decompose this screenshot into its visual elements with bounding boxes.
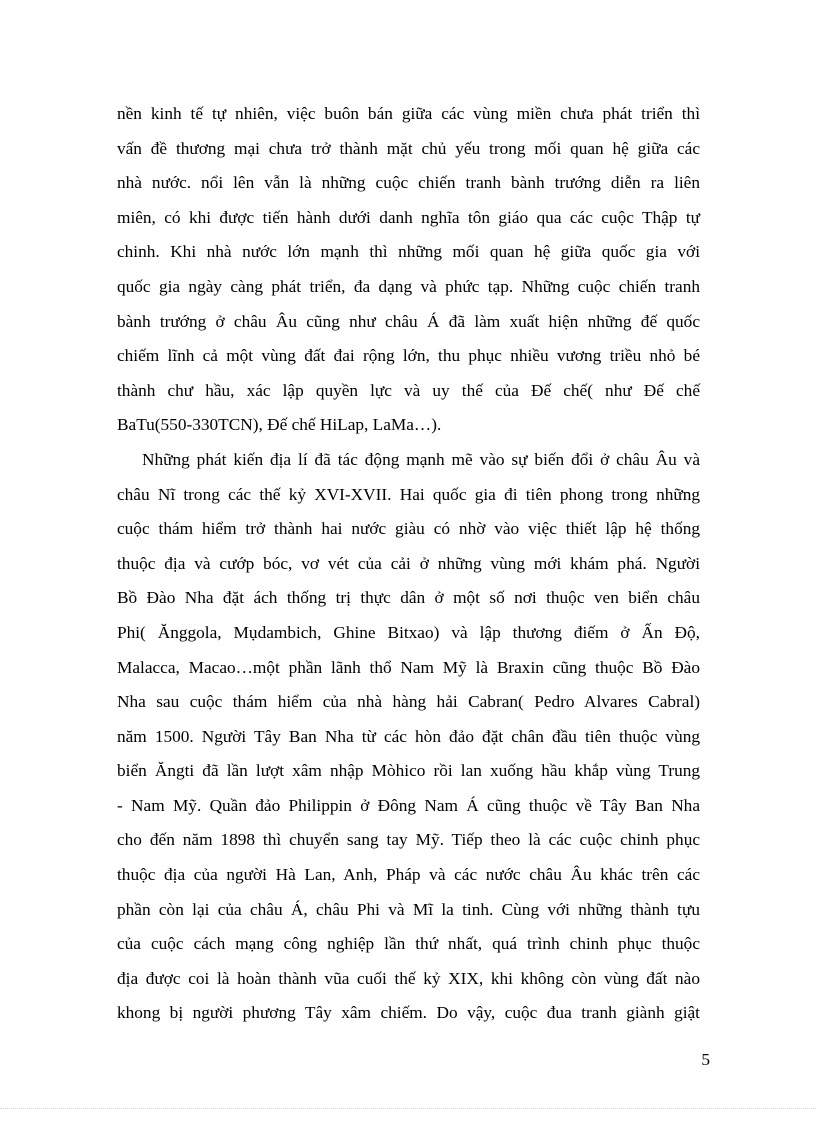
text-line: cuộc thám hiểm trở thành hai nước giàu có nhờ vào việc thiết lập hệ thống — [117, 519, 700, 539]
text-line: Bồ Đào Nha đặt ách thống trị thực dân ở một số nơi thuộc ven biển châu — [117, 588, 700, 608]
page-number: 5 — [701, 1050, 710, 1069]
text-line: thuộc địa của người Hà Lan, Anh, Pháp và các nước châu Âu khác trên các — [117, 865, 700, 885]
page-bottom-divider — [0, 1108, 816, 1109]
text-line: Phi( Ănggola, Mụdambich, Ghine Bitxao) và lập thương điếm ở Ấn Độ, — [117, 622, 700, 642]
text-line: Nha sau cuộc thám hiểm của nhà hàng hải Cabran( Pedro Alvares Cabral) — [117, 692, 700, 712]
text-line: - Nam Mỹ. Quần đảo Philippin ở Đông Nam Á cũng thuộc về Tây Ban Nha — [117, 795, 700, 815]
text-line: nhà nước. nổi lên vẫn là những cuộc chiến tranh bành trướng diễn ra liên — [117, 173, 700, 193]
text-line: thành chư hầu, xác lập quyền lực và uy thế của Đế chế( như Đế chế — [117, 380, 700, 400]
text-line: bành trướng ở châu Âu cũng như châu Á đã làm xuất hiện những đế quốc — [117, 311, 700, 331]
body-text — [117, 97, 700, 1031]
text-line: châu Nĩ trong các thế kỷ XVI-XVII. Hai quốc gia đi tiên phong trong những — [117, 484, 700, 504]
text-line: miên, có khi được tiến hành dưới danh nghĩa tôn giáo qua các cuộc Thập tự — [117, 207, 700, 227]
text-line: vấn đề thương mại chưa trở thành mặt chủ yếu trong mối quan hệ giữa các — [117, 138, 700, 158]
text-line: cho đến năm 1898 thì chuyển sang tay Mỹ. Tiếp theo là các cuộc chinh phục — [117, 830, 700, 850]
text-line: của cuộc cách mạng công nghiệp lần thứ nhất, quá trình chinh phục thuộc — [117, 934, 700, 954]
text-line: chiếm lĩnh cả một vùng đất đai rộng lớn, thu phục nhiều vương triều nhỏ bé — [117, 346, 700, 366]
text-line: BaTu(550-330TCN), Đế chế HiLap, LaMa…). — [117, 415, 442, 435]
text-line: khong bị người phương Tây xâm chiếm. Do vậy, cuộc đua tranh giành giật — [117, 1003, 700, 1023]
text-line: địa được coi là hoàn thành vũa cuối thế kỷ XIX, khi không còn vùng đất nào — [117, 968, 700, 988]
text-line: biển Ăngti đã lần lượt xâm nhập Mòhico rồi lan xuống hầu khắp vùng Trung — [117, 761, 700, 781]
text-line: chinh. Khi nhà nước lớn mạnh thì những mối quan hệ giữa quốc gia với — [117, 242, 700, 262]
text-line: phần còn lại của châu Á, châu Phi và Mĩ la tinh. Cùng với những thành tựu — [117, 899, 700, 919]
text-line: quốc gia ngày càng phát triển, đa dạng và phức tạp. Những cuộc chiến tranh — [117, 276, 700, 296]
text-line: thuộc địa và cướp bóc, vơ vét của cải ở những vùng mới khám phá. Người — [117, 553, 700, 573]
text-line: nền kinh tế tự nhiên, việc buôn bán giữa các vùng miền chưa phát triển thì — [117, 104, 700, 123]
text-line: năm 1500. Người Tây Ban Nha từ các hòn đảo đặt chân đầu tiên thuộc vùng — [117, 726, 700, 746]
paragraph-first-line: Những phát kiến địa lí đã tác động mạnh mẽ vào sự biến đổi ở châu Âu và — [142, 449, 700, 469]
text-line: Malacca, Macao…một phần lãnh thổ Nam Mỹ là Braxin cũng thuộc Bồ Đào — [117, 657, 700, 677]
